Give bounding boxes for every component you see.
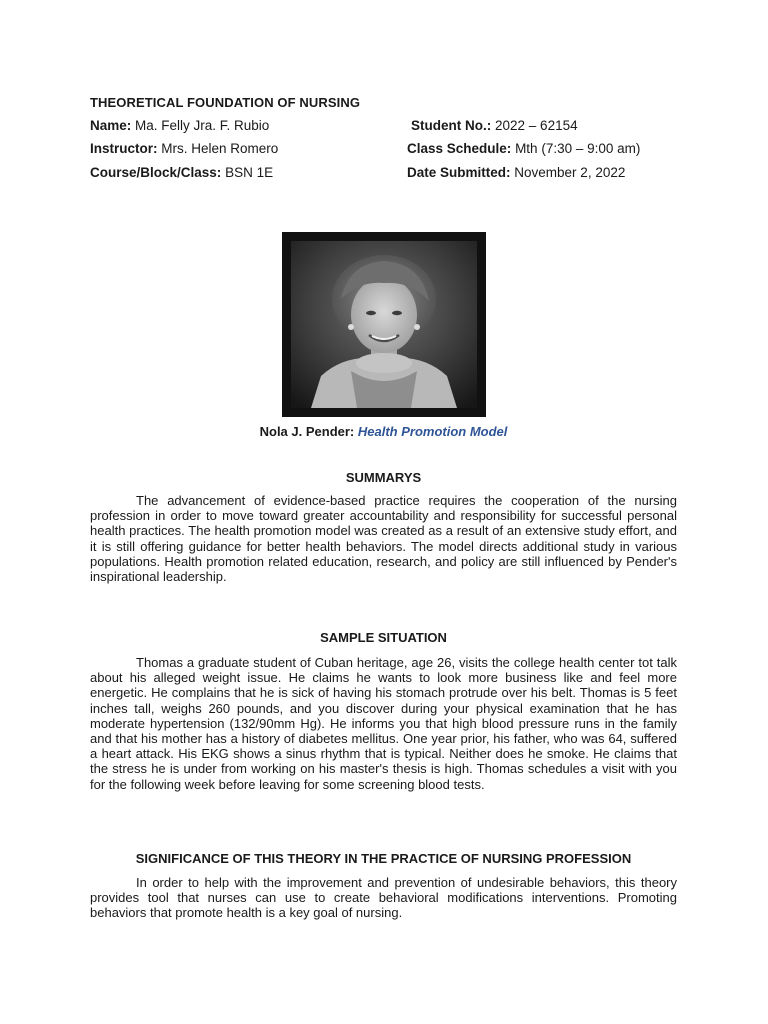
course-field — [90, 165, 273, 180]
date-submitted-field — [407, 165, 625, 180]
portrait-photo — [282, 232, 486, 417]
portrait-icon — [291, 241, 477, 408]
name-label: Name: — [90, 118, 132, 133]
instructor-value: Mrs. Helen Romero — [161, 141, 279, 156]
info-row-instructor — [90, 141, 677, 159]
student-no-label: Student No.: — [411, 118, 492, 133]
instructor-label: Instructor: — [90, 141, 158, 156]
portrait-photo-image — [291, 241, 477, 408]
sample-situation-paragraph: Thomas a graduate student of Cuban heritage, age 26, visits the college health center tot talk about his alleged weight issue. He claims he wants to look more business like and feel more energetic. He complains that he is sick of having his stomach protrude over his belt. Thomas is 5 feet inches tall, weighs 260 pounds, and you discover during your physical examination that he has moderate hypertension (132/90mm Hg). He informs you that high blood pressure runs in the family and that his mother has a history of diabetes mellitus. One year prior, his father, who was 64, suffered a heart attack. His EKG shows a sinus rhythm that is typical. Neither does he smoke. He claims that the stress he is under from working on his master's thesis is high. Thomas schedules a visit with you for the following week before leaving for some screening blood tests. — [90, 655, 677, 792]
caption-model: Health Promotion Model — [357, 424, 508, 439]
caption-name: Nola J. Pender: — [259, 424, 355, 439]
course-label: Course/Block/Class: — [90, 165, 222, 180]
summary-paragraph: The advancement of evidence-based practice requires the cooperation of the nursing profession in order to move toward greater accountability and responsibility for successful personal health practices. The health promotion model was created as a result of an extensive study effort, and it is still offering guidance for better health behaviors. The model directs additional study in various populations. Health promotion related education, research, and policy are still influenced by Pender's inspirational leadership. — [90, 493, 677, 585]
student-no-field — [411, 118, 578, 133]
significance-paragraph: In order to help with the improvement and prevention of undesirable behaviors, this theory provides tool that nurses can use to create behavioral modifications interventions. Promoting behaviors that promote health is a key goal of nursing. — [90, 875, 677, 921]
document-title: THEORETICAL FOUNDATION OF NURSING — [90, 95, 361, 110]
date-submitted-value: November 2, 2022 — [514, 165, 626, 180]
date-submitted-label: Date Submitted: — [407, 165, 511, 180]
significance-heading: SIGNIFICANCE OF THIS THEORY IN THE PRACTICE OF NURSING PROFESSION — [135, 851, 632, 866]
name-field — [90, 118, 269, 133]
summary-heading: SUMMARYS — [345, 470, 422, 485]
student-no-value: 2022 – 62154 — [495, 118, 578, 133]
photo-caption — [90, 424, 677, 439]
course-value: BSN 1E — [225, 165, 274, 180]
class-schedule-value: Mth (7:30 – 9:00 am) — [515, 141, 641, 156]
info-row-name — [90, 118, 677, 136]
info-row-course — [90, 165, 677, 183]
class-schedule-label: Class Schedule: — [407, 141, 512, 156]
name-value: Ma. Felly Jra. F. Rubio — [135, 118, 270, 133]
sample-situation-heading: SAMPLE SITUATION — [320, 630, 447, 645]
instructor-field — [90, 141, 278, 156]
class-schedule-field — [407, 141, 640, 156]
